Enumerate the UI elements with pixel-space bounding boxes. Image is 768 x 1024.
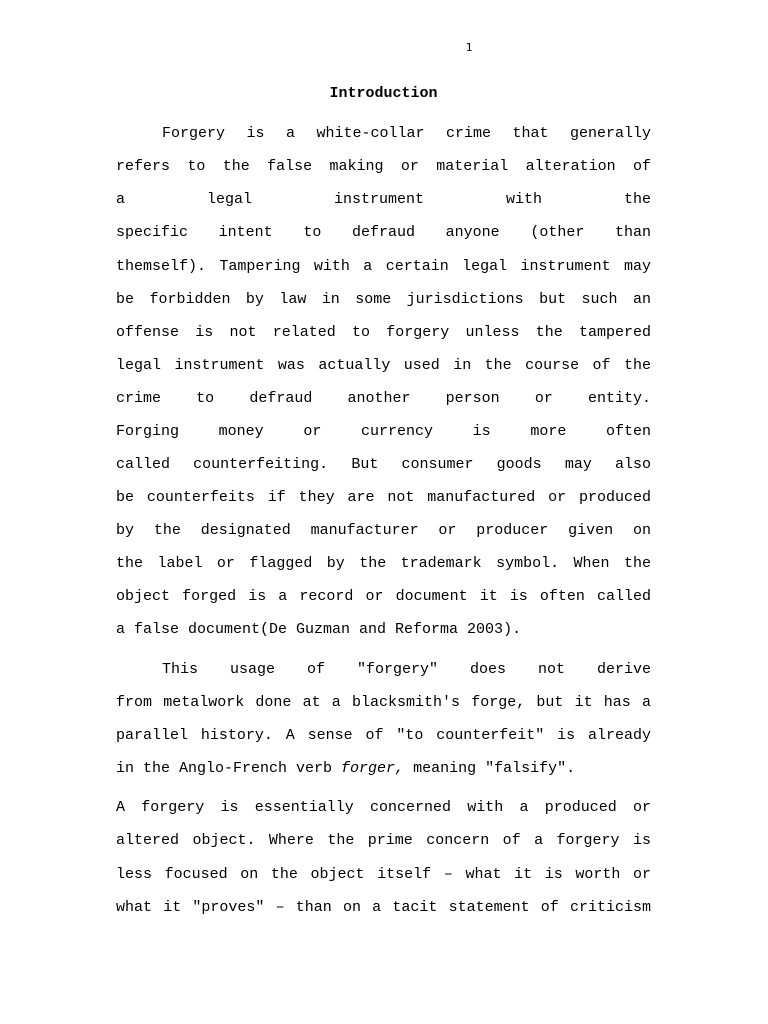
text-line: altered object. Where the prime concern of a forgery is <box>116 832 651 849</box>
text-line: a legal instrument with the <box>116 191 651 208</box>
text-line: the label or flagged by the trademark symbol. When the <box>116 555 651 572</box>
text-line: a false document(De Guzman and Reforma 2003). <box>116 621 522 638</box>
text-line: called counterfeiting. But consumer goods may also <box>116 456 651 473</box>
text-line <box>116 759 651 779</box>
text-line: refers to the false making or material alteration of <box>116 158 651 175</box>
text-run: in the Anglo-French verb <box>116 760 342 777</box>
text-line: Forging money or currency is more often <box>116 423 651 440</box>
text-line: A forgery is essentially concerned with a produced or <box>116 799 651 816</box>
text-line: crime to defraud another person or entity. <box>116 390 651 407</box>
text-line: specific intent to defraud anyone (other than <box>116 224 651 241</box>
page-number: 1 <box>465 41 473 54</box>
text-line: legal instrument was actually used in the course of the <box>116 357 651 374</box>
section-heading: Introduction <box>329 85 438 102</box>
text-line: This usage of "forgery" does not derive <box>162 661 651 678</box>
text-line: object forged is a record or document it is often called <box>116 588 651 605</box>
text-line: themself). Tampering with a certain legal instrument may <box>116 258 651 275</box>
text-line: be counterfeits if they are not manufactured or produced <box>116 489 651 506</box>
text-line: what it "proves" – than on a tacit statement of criticism <box>116 899 651 916</box>
text-run: meaning "falsify". <box>404 760 576 777</box>
text-line: parallel history. A sense of "to counterfeit" is already <box>116 727 651 744</box>
text-line: be forbidden by law in some jurisdictions but such an <box>116 291 651 308</box>
text-line: by the designated manufacturer or producer given on <box>116 522 651 539</box>
text-line: offense is not related to forgery unless the tampered <box>116 324 651 341</box>
text-line: Forgery is a white-collar crime that generally <box>162 125 651 142</box>
italic-term: forger, <box>341 760 405 777</box>
text-line: less focused on the object itself – what it is worth or <box>116 866 651 883</box>
text-line: from metalwork done at a blacksmith's forge, but it has a <box>116 694 651 711</box>
